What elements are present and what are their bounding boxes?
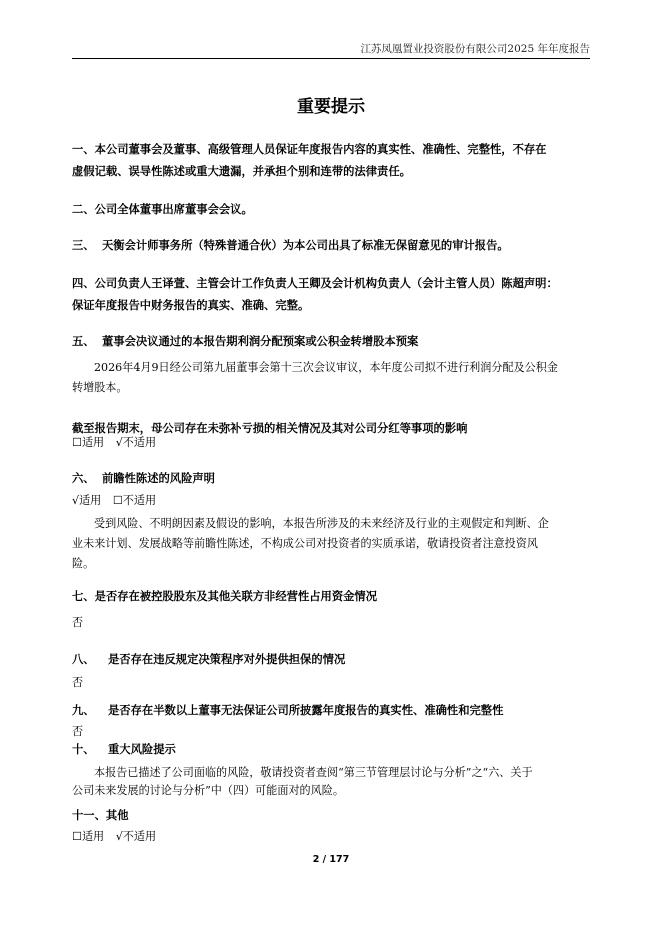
section-10-text: 重大风险提示 — [108, 743, 176, 756]
option-applicable: ☐适用 — [72, 436, 105, 449]
section-6-heading — [72, 468, 215, 490]
section-6-body-line-2: 业未来计划、发展战略等前瞻性陈述，不构成公司对投资者的实质承诺，敬请投资者注意投资风 — [72, 537, 538, 550]
section-1-line-1: 一、本公司董事会及董事、高级管理人员保证年度报告内容的真实性、准确性、完整性，不存在 — [72, 143, 547, 156]
section-3-number: 三、 — [72, 239, 95, 252]
section-4-line-2: 保证年度报告中财务报告的真实、准确、完整。 — [72, 299, 310, 312]
running-header: 江苏凤凰置业投资股份有限公司2025 年年度报告 — [360, 43, 590, 55]
section-6-body-line-3: 险。 — [72, 557, 95, 570]
section-10-body-line-1: 本报告已描述了公司面临的风险，敬请投资者查阅“第三节管理层讨论与分析”之“六、关于 — [94, 766, 533, 779]
header-rule — [72, 58, 590, 59]
checkmark-icon: √ — [115, 436, 123, 449]
section-5-body-line-1: 2026年4月9日经公司第九届董事会第十三次会议审议，本年度公司拟不进行利润分配及公积金 — [94, 361, 558, 374]
section-3-text: 天衡会计师事务所（特殊普通合伙）为本公司出具了标准无保留意见的审计报告。 — [102, 239, 509, 252]
section-5-text: 董事会决议通过的本报告期利润分配预案或公积金转增股本预案 — [102, 335, 419, 348]
checkbox-unchecked-icon: ☐ — [72, 436, 82, 449]
section-10-number: 十、 — [72, 743, 95, 756]
section-9-heading — [72, 700, 503, 722]
section-7-answer: 否 — [72, 616, 84, 629]
checkbox-unchecked-icon: ☐ — [72, 830, 82, 843]
section-4-line-1: 四、公司负责人王译萱、主管会计工作负责人王卿及会计机构负责人（会计主管人员）陈超声明： — [72, 277, 558, 290]
section-10-heading — [72, 739, 176, 761]
section-6-number: 六、 — [72, 472, 95, 485]
section-11-heading: 十一、其他 — [72, 809, 129, 822]
section-5-heading — [72, 331, 418, 353]
option-not-applicable: √不适用 — [115, 830, 157, 843]
section-8-text: 是否存在违反规定决策程序对外提供担保的情况 — [108, 653, 346, 666]
section-1-line-2: 虚假记载、误导性陈述或重大遗漏，并承担个别和连带的法律责任。 — [72, 165, 411, 178]
section-5-body-line-2: 转增股本。 — [72, 381, 128, 394]
section-5b-heading: 截至报告期末，母公司存在未弥补亏损的相关情况及其对公司分红等事项的影响 — [72, 422, 468, 435]
checkmark-icon: √ — [115, 830, 123, 843]
option-applicable: √适用 — [72, 494, 102, 507]
section-5-number: 五、 — [72, 335, 95, 348]
section-7-heading: 七、是否存在被控股股东及其他关联方非经营性占用资金情况 — [72, 590, 378, 603]
section-8-number: 八、 — [72, 653, 95, 666]
option-applicable: ☐适用 — [72, 830, 105, 843]
section-3-heading — [72, 235, 509, 257]
section-10-body-line-2: 公司未来发展的讨论与分析”中（四）可能面对的风险。 — [72, 784, 344, 797]
section-9-text: 是否存在半数以上董事无法保证公司所披露年度报告的真实性、准确性和完整性 — [108, 704, 504, 717]
section-5b-options — [72, 434, 164, 452]
section-9-number: 九、 — [72, 704, 95, 717]
option-not-applicable: ☐不适用 — [112, 494, 157, 507]
section-9-answer: 否 — [72, 725, 84, 738]
section-6-options — [72, 492, 164, 510]
option-not-applicable: √不适用 — [115, 436, 157, 449]
section-8-heading — [72, 649, 345, 671]
section-8-answer: 否 — [72, 676, 84, 689]
checkbox-unchecked-icon: ☐ — [112, 494, 123, 507]
section-11-options — [72, 828, 164, 846]
checkmark-icon: √ — [72, 494, 80, 507]
page-title: 重要提示 — [297, 97, 365, 117]
page-number: 2 / 177 — [312, 854, 350, 865]
section-6-text: 前瞻性陈述的风险声明 — [102, 472, 215, 485]
section-6-body-line-1: 受到风险、不明朗因素及假设的影响，本报告所涉及的未来经济及行业的主观假定和判断、企 — [94, 517, 549, 530]
section-2-heading: 二、公司全体董事出席董事会会议。 — [72, 203, 253, 216]
